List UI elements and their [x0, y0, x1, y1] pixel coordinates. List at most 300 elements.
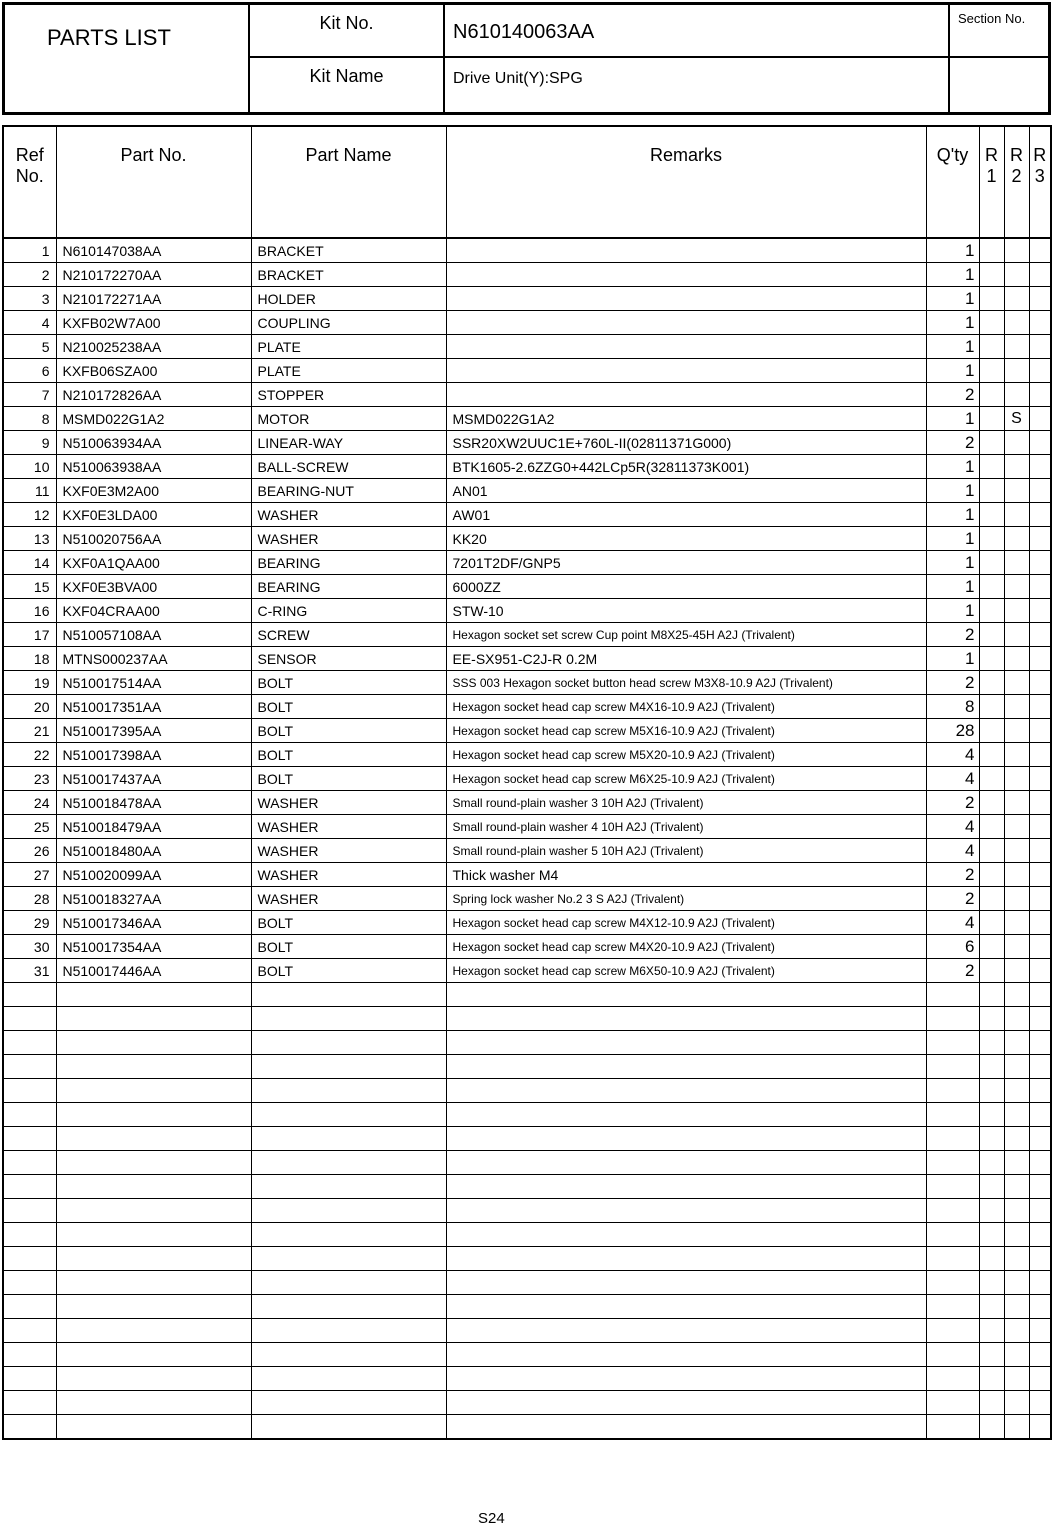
- part-no-cell: MSMD022G1A2: [56, 407, 251, 431]
- part-name-cell: BOLT: [251, 959, 446, 983]
- col-part-name: Part Name: [251, 126, 446, 238]
- part-name-cell: WASHER: [251, 863, 446, 887]
- empty-cell: [1029, 1151, 1051, 1175]
- empty-cell: [1004, 1079, 1029, 1103]
- empty-cell: [979, 1223, 1004, 1247]
- remarks-cell: Hexagon socket head cap screw M5X16-10.9 A2J (Trivalent): [446, 719, 926, 743]
- part-no-cell: N510017346AA: [56, 911, 251, 935]
- r3-cell: [1029, 695, 1051, 719]
- empty-cell: [251, 1031, 446, 1055]
- col-r2: R 2: [1004, 126, 1029, 238]
- empty-cell: [56, 1127, 251, 1151]
- r1-cell: [979, 503, 1004, 527]
- r2-cell: [1004, 575, 1029, 599]
- r1-cell: [979, 575, 1004, 599]
- ref-cell: 25: [3, 815, 56, 839]
- r2-cell: [1004, 311, 1029, 335]
- qty-cell: 2: [926, 791, 979, 815]
- r1-cell: [979, 815, 1004, 839]
- r2-cell: [1004, 719, 1029, 743]
- empty-cell: [56, 1055, 251, 1079]
- part-no-cell: N210025238AA: [56, 335, 251, 359]
- empty-cell: [979, 1271, 1004, 1295]
- empty-cell: [56, 1103, 251, 1127]
- r3-cell: [1029, 287, 1051, 311]
- empty-cell: [446, 1343, 926, 1367]
- empty-cell: [56, 1319, 251, 1343]
- table-row: [3, 335, 1051, 359]
- empty-cell: [926, 1319, 979, 1343]
- empty-cell: [56, 1223, 251, 1247]
- r2-cell: [1004, 791, 1029, 815]
- ref-cell: 6: [3, 359, 56, 383]
- remarks-cell: KK20: [446, 527, 926, 551]
- r2-cell: [1004, 647, 1029, 671]
- r1-cell: [979, 238, 1004, 263]
- r3-cell: [1029, 383, 1051, 407]
- ref-cell: 20: [3, 695, 56, 719]
- r2-cell: [1004, 238, 1029, 263]
- qty-cell: 4: [926, 839, 979, 863]
- r3-cell: [1029, 911, 1051, 935]
- empty-cell: [1029, 1079, 1051, 1103]
- table-row: [3, 863, 1051, 887]
- ref-cell: 26: [3, 839, 56, 863]
- ref-cell: 10: [3, 455, 56, 479]
- part-name-cell: BALL-SCREW: [251, 455, 446, 479]
- empty-cell: [446, 1079, 926, 1103]
- empty-cell: [1029, 1343, 1051, 1367]
- part-name-cell: BOLT: [251, 935, 446, 959]
- ref-cell: 28: [3, 887, 56, 911]
- empty-cell: [251, 1127, 446, 1151]
- r2-cell: [1004, 767, 1029, 791]
- part-no-cell: KXF0E3M2A00: [56, 479, 251, 503]
- remarks-cell: 6000ZZ: [446, 575, 926, 599]
- r1-cell: [979, 479, 1004, 503]
- r1-cell: [979, 791, 1004, 815]
- part-no-cell: N210172271AA: [56, 287, 251, 311]
- empty-cell: [3, 1391, 56, 1415]
- empty-row: [3, 983, 1051, 1007]
- r3-cell: [1029, 335, 1051, 359]
- remarks-cell: Small round-plain washer 3 10H A2J (Trivalent): [446, 791, 926, 815]
- empty-cell: [926, 1055, 979, 1079]
- empty-cell: [446, 1199, 926, 1223]
- empty-cell: [1029, 1295, 1051, 1319]
- empty-cell: [3, 1007, 56, 1031]
- empty-cell: [446, 1055, 926, 1079]
- empty-cell: [251, 1319, 446, 1343]
- r1-cell: [979, 599, 1004, 623]
- table-row: [3, 815, 1051, 839]
- empty-cell: [446, 1175, 926, 1199]
- r2-cell: [1004, 263, 1029, 287]
- table-row: [3, 911, 1051, 935]
- empty-cell: [1004, 1247, 1029, 1271]
- col-qty: Q'ty: [926, 126, 979, 238]
- qty-cell: 2: [926, 863, 979, 887]
- r3-cell: [1029, 455, 1051, 479]
- r1-cell: [979, 431, 1004, 455]
- empty-cell: [446, 1415, 926, 1440]
- r3-cell: [1029, 935, 1051, 959]
- part-name-cell: SENSOR: [251, 647, 446, 671]
- part-name-cell: WASHER: [251, 839, 446, 863]
- remarks-cell: Hexagon socket head cap screw M4X16-10.9 A2J (Trivalent): [446, 695, 926, 719]
- qty-cell: 2: [926, 671, 979, 695]
- empty-row: [3, 1175, 1051, 1199]
- empty-cell: [56, 1031, 251, 1055]
- remarks-cell: AN01: [446, 479, 926, 503]
- empty-cell: [926, 983, 979, 1007]
- empty-cell: [979, 1151, 1004, 1175]
- r3-cell: [1029, 767, 1051, 791]
- empty-cell: [3, 1151, 56, 1175]
- r3-cell: [1029, 863, 1051, 887]
- remarks-cell: [446, 311, 926, 335]
- r1-cell: [979, 863, 1004, 887]
- qty-cell: 1: [926, 407, 979, 431]
- r2-cell: [1004, 527, 1029, 551]
- empty-cell: [1004, 1367, 1029, 1391]
- empty-cell: [3, 1103, 56, 1127]
- empty-cell: [251, 1247, 446, 1271]
- part-no-cell: N510017514AA: [56, 671, 251, 695]
- col-ref: Ref No.: [3, 126, 56, 238]
- part-name-cell: SCREW: [251, 623, 446, 647]
- remarks-cell: BTK1605-2.6ZZG0+442LCp5R(32811373K001): [446, 455, 926, 479]
- empty-cell: [56, 1079, 251, 1103]
- part-name-cell: WASHER: [251, 503, 446, 527]
- r2-cell: [1004, 287, 1029, 311]
- empty-cell: [1004, 1007, 1029, 1031]
- r2-cell: [1004, 623, 1029, 647]
- table-row: [3, 647, 1051, 671]
- empty-row: [3, 1367, 1051, 1391]
- empty-cell: [56, 1199, 251, 1223]
- qty-cell: 4: [926, 911, 979, 935]
- empty-cell: [1004, 1415, 1029, 1440]
- empty-cell: [251, 1199, 446, 1223]
- part-name-cell: BRACKET: [251, 238, 446, 263]
- empty-cell: [446, 1127, 926, 1151]
- empty-cell: [56, 1343, 251, 1367]
- empty-cell: [979, 1391, 1004, 1415]
- empty-row: [3, 1223, 1051, 1247]
- r1-cell: [979, 455, 1004, 479]
- empty-cell: [1029, 1415, 1051, 1440]
- empty-cell: [3, 1247, 56, 1271]
- table-row: [3, 743, 1051, 767]
- empty-cell: [1029, 1223, 1051, 1247]
- empty-cell: [446, 1223, 926, 1247]
- section-no-label: Section No.: [950, 5, 1048, 58]
- empty-cell: [3, 1079, 56, 1103]
- remarks-cell: Hexagon socket head cap screw M4X12-10.9 A2J (Trivalent): [446, 911, 926, 935]
- part-no-cell: KXFB06SZA00: [56, 359, 251, 383]
- qty-cell: 4: [926, 743, 979, 767]
- empty-cell: [979, 983, 1004, 1007]
- part-name-cell: STOPPER: [251, 383, 446, 407]
- empty-cell: [979, 1055, 1004, 1079]
- table-row: [3, 767, 1051, 791]
- remarks-cell: Hexagon socket head cap screw M4X20-10.9 A2J (Trivalent): [446, 935, 926, 959]
- qty-cell: 2: [926, 431, 979, 455]
- empty-cell: [446, 1295, 926, 1319]
- empty-cell: [251, 983, 446, 1007]
- qty-cell: 2: [926, 623, 979, 647]
- r1-cell: [979, 767, 1004, 791]
- remarks-cell: Spring lock washer No.2 3 S A2J (Trivalent): [446, 887, 926, 911]
- part-name-cell: PLATE: [251, 359, 446, 383]
- empty-cell: [251, 1055, 446, 1079]
- section-no-value: [950, 58, 1048, 112]
- empty-cell: [446, 1151, 926, 1175]
- part-no-cell: N510063938AA: [56, 455, 251, 479]
- r2-cell: [1004, 839, 1029, 863]
- empty-cell: [1029, 1175, 1051, 1199]
- r3-cell: [1029, 623, 1051, 647]
- remarks-cell: [446, 359, 926, 383]
- empty-cell: [926, 1127, 979, 1151]
- ref-cell: 18: [3, 647, 56, 671]
- empty-row: [3, 1199, 1051, 1223]
- empty-cell: [1004, 983, 1029, 1007]
- empty-cell: [979, 1079, 1004, 1103]
- r1-cell: [979, 383, 1004, 407]
- part-name-cell: BOLT: [251, 719, 446, 743]
- qty-cell: 1: [926, 359, 979, 383]
- empty-cell: [446, 1391, 926, 1415]
- empty-row: [3, 1007, 1051, 1031]
- empty-cell: [3, 1295, 56, 1319]
- kit-name-value: Drive Unit(Y):SPG: [445, 58, 950, 112]
- r1-cell: [979, 359, 1004, 383]
- ref-cell: 14: [3, 551, 56, 575]
- part-no-cell: KXFB02W7A00: [56, 311, 251, 335]
- ref-cell: 17: [3, 623, 56, 647]
- part-name-cell: BEARING: [251, 551, 446, 575]
- r2-cell: [1004, 479, 1029, 503]
- part-name-cell: WASHER: [251, 815, 446, 839]
- r3-cell: [1029, 479, 1051, 503]
- table-row: [3, 527, 1051, 551]
- empty-row: [3, 1295, 1051, 1319]
- ref-cell: 5: [3, 335, 56, 359]
- table-row: [3, 719, 1051, 743]
- part-name-cell: BEARING-NUT: [251, 479, 446, 503]
- qty-cell: 1: [926, 287, 979, 311]
- r1-cell: [979, 311, 1004, 335]
- r1-cell: [979, 551, 1004, 575]
- qty-cell: 1: [926, 551, 979, 575]
- empty-cell: [56, 1295, 251, 1319]
- r1-cell: [979, 623, 1004, 647]
- r1-cell: [979, 647, 1004, 671]
- table-row: [3, 959, 1051, 983]
- empty-cell: [979, 1295, 1004, 1319]
- empty-cell: [3, 983, 56, 1007]
- empty-cell: [3, 1343, 56, 1367]
- empty-cell: [251, 1151, 446, 1175]
- ref-cell: 27: [3, 863, 56, 887]
- part-name-cell: C-RING: [251, 599, 446, 623]
- r2-cell: S: [1004, 407, 1029, 431]
- r3-cell: [1029, 263, 1051, 287]
- table-row: [3, 935, 1051, 959]
- empty-cell: [446, 1103, 926, 1127]
- qty-cell: 1: [926, 238, 979, 263]
- table-row: [3, 359, 1051, 383]
- r3-cell: [1029, 311, 1051, 335]
- table-row: [3, 383, 1051, 407]
- qty-cell: 6: [926, 935, 979, 959]
- empty-cell: [56, 1247, 251, 1271]
- part-no-cell: KXF0A1QAA00: [56, 551, 251, 575]
- r2-cell: [1004, 455, 1029, 479]
- empty-cell: [1004, 1343, 1029, 1367]
- empty-cell: [1004, 1199, 1029, 1223]
- empty-cell: [251, 1079, 446, 1103]
- empty-cell: [56, 1367, 251, 1391]
- remarks-cell: MSMD022G1A2: [446, 407, 926, 431]
- r3-cell: [1029, 743, 1051, 767]
- ref-cell: 29: [3, 911, 56, 935]
- r3-cell: [1029, 359, 1051, 383]
- empty-cell: [1004, 1175, 1029, 1199]
- r2-cell: [1004, 959, 1029, 983]
- empty-cell: [926, 1271, 979, 1295]
- empty-cell: [926, 1007, 979, 1031]
- table-row: [3, 551, 1051, 575]
- empty-cell: [56, 1415, 251, 1440]
- r3-cell: [1029, 407, 1051, 431]
- part-no-cell: KXF0E3LDA00: [56, 503, 251, 527]
- remarks-cell: EE-SX951-C2J-R 0.2M: [446, 647, 926, 671]
- table-row: [3, 623, 1051, 647]
- ref-cell: 19: [3, 671, 56, 695]
- r2-cell: [1004, 887, 1029, 911]
- empty-cell: [1029, 1007, 1051, 1031]
- qty-cell: 1: [926, 455, 979, 479]
- empty-row: [3, 1127, 1051, 1151]
- table-row: [3, 311, 1051, 335]
- qty-cell: 4: [926, 767, 979, 791]
- ref-cell: 2: [3, 263, 56, 287]
- part-name-cell: BRACKET: [251, 263, 446, 287]
- table-row: [3, 575, 1051, 599]
- part-name-cell: BOLT: [251, 767, 446, 791]
- empty-row: [3, 1415, 1051, 1440]
- remarks-cell: Hexagon socket set screw Cup point M8X25-45H A2J (Trivalent): [446, 623, 926, 647]
- part-no-cell: N510020756AA: [56, 527, 251, 551]
- empty-cell: [446, 983, 926, 1007]
- r1-cell: [979, 719, 1004, 743]
- part-no-cell: N510017395AA: [56, 719, 251, 743]
- empty-cell: [926, 1175, 979, 1199]
- empty-row: [3, 1151, 1051, 1175]
- empty-cell: [446, 1271, 926, 1295]
- empty-cell: [446, 1031, 926, 1055]
- remarks-cell: [446, 263, 926, 287]
- table-row: [3, 287, 1051, 311]
- r2-cell: [1004, 335, 1029, 359]
- empty-cell: [446, 1247, 926, 1271]
- r3-cell: [1029, 815, 1051, 839]
- empty-cell: [1029, 1367, 1051, 1391]
- empty-cell: [926, 1079, 979, 1103]
- r2-cell: [1004, 431, 1029, 455]
- empty-cell: [3, 1223, 56, 1247]
- empty-cell: [1004, 1127, 1029, 1151]
- qty-cell: 1: [926, 503, 979, 527]
- r2-cell: [1004, 911, 1029, 935]
- empty-cell: [251, 1367, 446, 1391]
- qty-cell: 2: [926, 887, 979, 911]
- r3-cell: [1029, 647, 1051, 671]
- ref-cell: 4: [3, 311, 56, 335]
- part-name-cell: MOTOR: [251, 407, 446, 431]
- empty-cell: [3, 1175, 56, 1199]
- empty-cell: [979, 1199, 1004, 1223]
- empty-cell: [926, 1199, 979, 1223]
- empty-cell: [56, 1391, 251, 1415]
- r2-cell: [1004, 383, 1029, 407]
- r2-cell: [1004, 503, 1029, 527]
- part-no-cell: N510018479AA: [56, 815, 251, 839]
- remarks-cell: STW-10: [446, 599, 926, 623]
- ref-cell: 13: [3, 527, 56, 551]
- r3-cell: [1029, 887, 1051, 911]
- r1-cell: [979, 335, 1004, 359]
- empty-cell: [979, 1127, 1004, 1151]
- remarks-cell: Small round-plain washer 4 10H A2J (Trivalent): [446, 815, 926, 839]
- part-name-cell: WASHER: [251, 887, 446, 911]
- empty-cell: [1029, 1031, 1051, 1055]
- qty-cell: 1: [926, 311, 979, 335]
- empty-cell: [979, 1103, 1004, 1127]
- qty-cell: 1: [926, 479, 979, 503]
- empty-cell: [1004, 1151, 1029, 1175]
- table-row: [3, 407, 1051, 431]
- part-no-cell: N510018327AA: [56, 887, 251, 911]
- part-no-cell: N510017351AA: [56, 695, 251, 719]
- part-no-cell: N210172826AA: [56, 383, 251, 407]
- ref-cell: 7: [3, 383, 56, 407]
- empty-cell: [979, 1343, 1004, 1367]
- remarks-cell: Hexagon socket head cap screw M6X25-10.9 A2J (Trivalent): [446, 767, 926, 791]
- empty-cell: [3, 1199, 56, 1223]
- r2-cell: [1004, 863, 1029, 887]
- empty-cell: [251, 1391, 446, 1415]
- r2-cell: [1004, 935, 1029, 959]
- kit-no-label: Kit No.: [250, 5, 445, 58]
- qty-cell: 1: [926, 599, 979, 623]
- empty-cell: [1004, 1103, 1029, 1127]
- r3-cell: [1029, 575, 1051, 599]
- empty-cell: [926, 1391, 979, 1415]
- part-no-cell: N510017437AA: [56, 767, 251, 791]
- part-no-cell: N510017446AA: [56, 959, 251, 983]
- r3-cell: [1029, 431, 1051, 455]
- part-name-cell: HOLDER: [251, 287, 446, 311]
- empty-cell: [1004, 1271, 1029, 1295]
- remarks-cell: AW01: [446, 503, 926, 527]
- empty-row: [3, 1391, 1051, 1415]
- r1-cell: [979, 671, 1004, 695]
- ref-cell: 12: [3, 503, 56, 527]
